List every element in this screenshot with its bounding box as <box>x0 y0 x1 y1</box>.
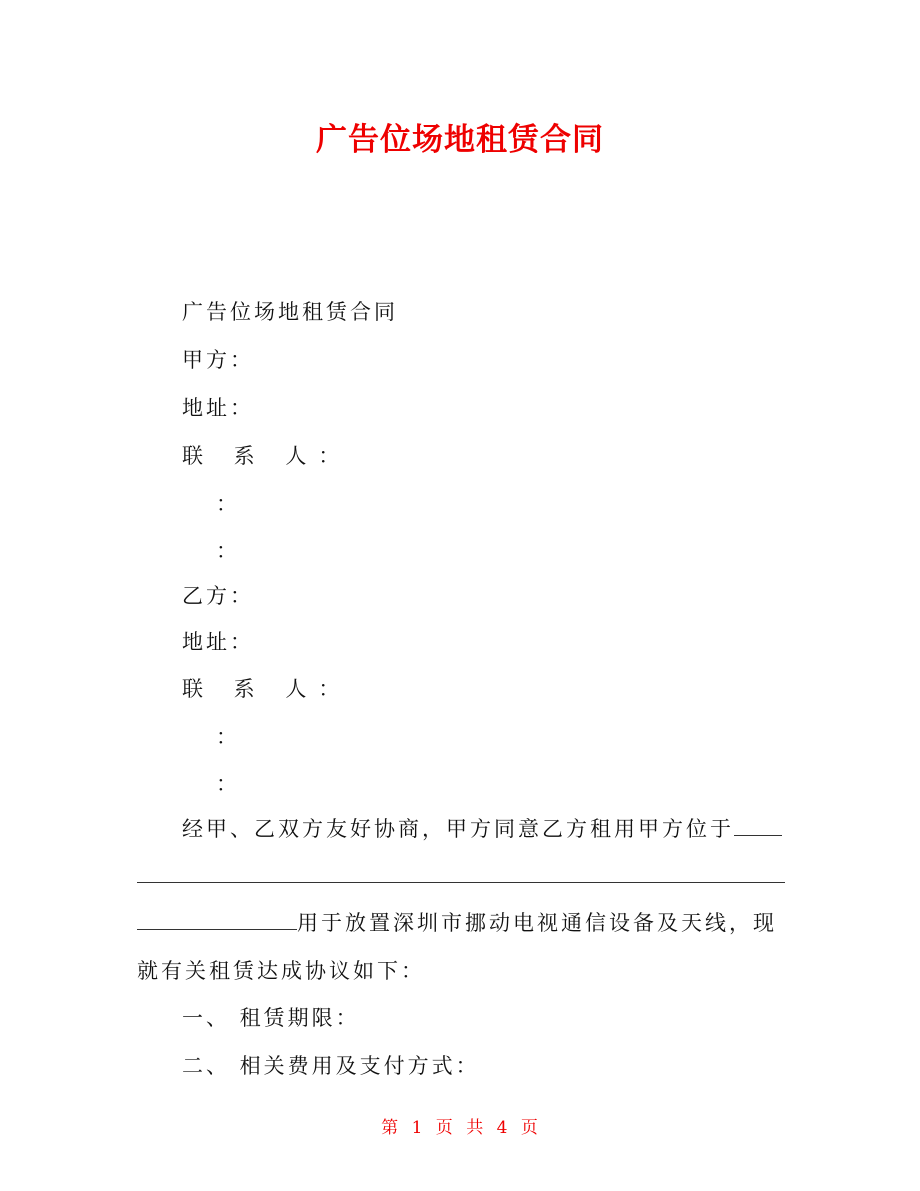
document-title: 广告位场地租赁合同 <box>316 122 604 158</box>
party-b-address: 地址： <box>182 630 254 654</box>
party-b-label: 乙方： <box>182 584 254 608</box>
party-a-field-1: ： <box>216 492 240 516</box>
body-heading: 广告位场地租赁合同 <box>182 300 398 324</box>
intro-start-text: 经甲、乙双方友好协商，甲方同意乙方租用甲方位于 <box>182 817 734 841</box>
intro-middle-text: 用于放置深圳市挪动电视通信设备及天线，现 <box>297 911 777 935</box>
intro-paragraph-line-3 <box>137 908 777 938</box>
party-a-address: 地址： <box>182 396 254 420</box>
location-blank-3 <box>137 909 297 930</box>
intro-paragraph-line-1 <box>182 814 782 844</box>
party-a-field-2: ： <box>216 539 240 563</box>
clause-1: 一、 租赁期限： <box>182 1006 360 1030</box>
intro-end-text: 就有关租赁达成协议如下： <box>137 959 425 983</box>
party-b-contact: 联 系 人： <box>182 677 352 701</box>
party-b-field-2: ： <box>216 772 240 796</box>
page-number-footer: 第 1 页 共 4 页 <box>381 1118 539 1138</box>
party-b-field-1: ： <box>216 725 240 749</box>
clause-2: 二、 相关费用及支付方式： <box>182 1054 480 1078</box>
party-a-label: 甲方： <box>182 348 254 372</box>
location-blank-2 <box>137 882 785 883</box>
location-blank-1 <box>734 815 782 836</box>
party-a-contact: 联 系 人： <box>182 444 352 468</box>
